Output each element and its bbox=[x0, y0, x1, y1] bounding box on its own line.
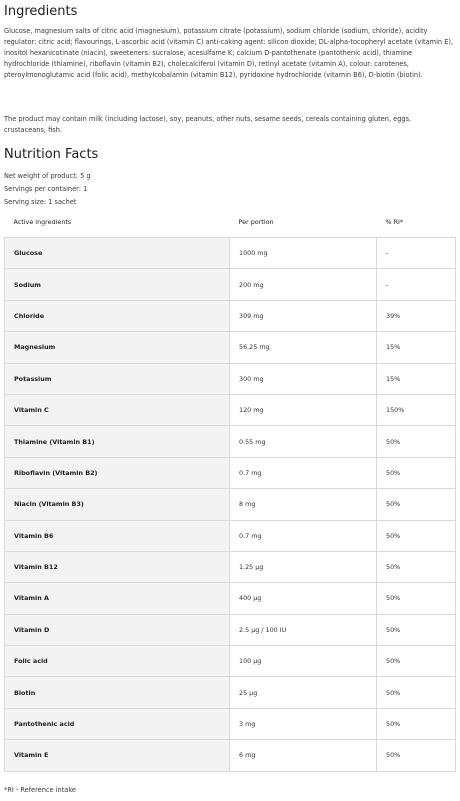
per-portion-value: 0.7 mg bbox=[230, 457, 377, 488]
ri-value: 50% bbox=[377, 740, 456, 771]
table-row bbox=[5, 614, 456, 645]
nutrient-name: Vitamin B12 bbox=[5, 551, 230, 582]
table-row bbox=[5, 740, 456, 771]
ri-value: 50% bbox=[377, 426, 456, 457]
per-portion-value: 300 mg bbox=[230, 363, 377, 394]
ri-value: - bbox=[377, 238, 456, 269]
nutrient-name: Potassium bbox=[5, 363, 230, 394]
ri-value: 50% bbox=[377, 646, 456, 677]
table-row bbox=[5, 489, 456, 520]
table-row bbox=[5, 677, 456, 708]
ri-value: 50% bbox=[377, 614, 456, 645]
table-row bbox=[5, 332, 456, 363]
table-row bbox=[5, 394, 456, 425]
per-portion-value: 200 mg bbox=[230, 269, 377, 300]
per-portion-value: 1.25 µg bbox=[230, 551, 377, 582]
nutrient-name: Sodium bbox=[5, 269, 230, 300]
ingredients-text: Glucose, magnesium salts of citric acid (magnesium), potassium citrate (potassium), sodium chloride (sodium, chloride), acidity regulator: citric acid; flavourings, L-ascorbic acid (vitamin C) anti-caking agent: silicon dioxide; DL-alpha-tocopheryl acetate (vitamin E), inositol hexanicotinate (niacin), sweeteners: sucralose, acesulfame K; calcium D-pantothenate (pantothenic acid), thiamine hydrochloride (thiamine), riboflavin (vitamin B2), cholecalciferol (vitamin D), retinyl acetate (vitamin A), colour: carotenes, pteroylmonoglutamic acid (folic acid), methylcobalamin (vitamin B12), pyridoxine hydrochloride (vitamin B6), D-biotin (biotin). bbox=[4, 27, 454, 79]
nutrient-name: Vitamin E bbox=[5, 740, 230, 771]
per-portion-value: 1000 mg bbox=[230, 238, 377, 269]
allergen-note: The product may contain milk (including lactose), soy, peanuts, other nuts, sesame seeds, cereals containing gluten, eggs, crustaceans, fish. bbox=[4, 115, 412, 134]
ri-value: 50% bbox=[377, 583, 456, 614]
per-portion-value: 3 mg bbox=[230, 708, 377, 739]
per-portion-value: 25 µg bbox=[230, 677, 377, 708]
per-portion-value: 2.5 µg / 100 IU bbox=[230, 614, 377, 645]
nutrient-name: Glucose bbox=[5, 238, 230, 269]
per-portion-value: 56.25 mg bbox=[230, 332, 377, 363]
net-weight: Net weight of product: 5 g bbox=[4, 172, 91, 180]
nutrient-name: Biotin bbox=[5, 677, 230, 708]
nutrient-name: Magnesium bbox=[5, 332, 230, 363]
table-row bbox=[5, 457, 456, 488]
table-row bbox=[5, 520, 456, 551]
ri-value: 15% bbox=[377, 332, 456, 363]
ri-value: - bbox=[377, 269, 456, 300]
per-portion-value: 6 mg bbox=[230, 740, 377, 771]
nutrient-name: Vitamin D bbox=[5, 614, 230, 645]
ri-value: 50% bbox=[377, 708, 456, 739]
serving-size: Serving size: 1 sachet bbox=[4, 198, 77, 206]
ri-value: 50% bbox=[377, 677, 456, 708]
ri-value: 15% bbox=[377, 363, 456, 394]
per-portion-value: 120 mg bbox=[230, 394, 377, 425]
header-ri: % RI* bbox=[385, 218, 404, 226]
nutrient-name: Riboflavin (Vitamin B2) bbox=[5, 457, 230, 488]
nutrient-name: Vitamin C bbox=[5, 394, 230, 425]
nutrient-name: Vitamin A bbox=[5, 583, 230, 614]
ri-value: 50% bbox=[377, 489, 456, 520]
table-row bbox=[5, 708, 456, 739]
table-row bbox=[5, 269, 456, 300]
table-row bbox=[5, 646, 456, 677]
table-row bbox=[5, 551, 456, 582]
per-portion-value: 100 µg bbox=[230, 646, 377, 677]
table-row bbox=[5, 583, 456, 614]
ri-value: 39% bbox=[377, 300, 456, 331]
per-portion-value: 309 mg bbox=[230, 300, 377, 331]
nutrition-table bbox=[4, 207, 456, 772]
ri-value: 50% bbox=[377, 520, 456, 551]
ri-value: 50% bbox=[377, 457, 456, 488]
ingredients-title: Ingredients bbox=[4, 4, 78, 19]
per-portion-value: 8 mg bbox=[230, 489, 377, 520]
ri-footnote: *RI - Reference intake bbox=[4, 786, 76, 794]
header-per-portion: Per portion bbox=[238, 218, 274, 226]
header-active-ingredients: Active ingredients bbox=[13, 218, 72, 226]
servings-per-container: Servings per container: 1 bbox=[4, 185, 88, 193]
table-row bbox=[5, 363, 456, 394]
per-portion-value: 400 µg bbox=[230, 583, 377, 614]
ri-value: 50% bbox=[377, 551, 456, 582]
table-row bbox=[5, 238, 456, 269]
nutrient-name: Thiamine (Vitamin B1) bbox=[5, 426, 230, 457]
nutrition-facts-title: Nutrition Facts bbox=[4, 147, 99, 162]
nutrient-name: Chloride bbox=[5, 300, 230, 331]
nutrient-name: Niacin (Vitamin B3) bbox=[5, 489, 230, 520]
nutrient-name: Pantothenic acid bbox=[5, 708, 230, 739]
nutrient-name: Folic acid bbox=[5, 646, 230, 677]
per-portion-value: 0.55 mg bbox=[230, 426, 377, 457]
table-row bbox=[5, 426, 456, 457]
ri-value: 150% bbox=[377, 394, 456, 425]
table-row bbox=[5, 300, 456, 331]
per-portion-value: 0.7 mg bbox=[230, 520, 377, 551]
table-header-row bbox=[5, 207, 456, 238]
nutrient-name: Vitamin B6 bbox=[5, 520, 230, 551]
